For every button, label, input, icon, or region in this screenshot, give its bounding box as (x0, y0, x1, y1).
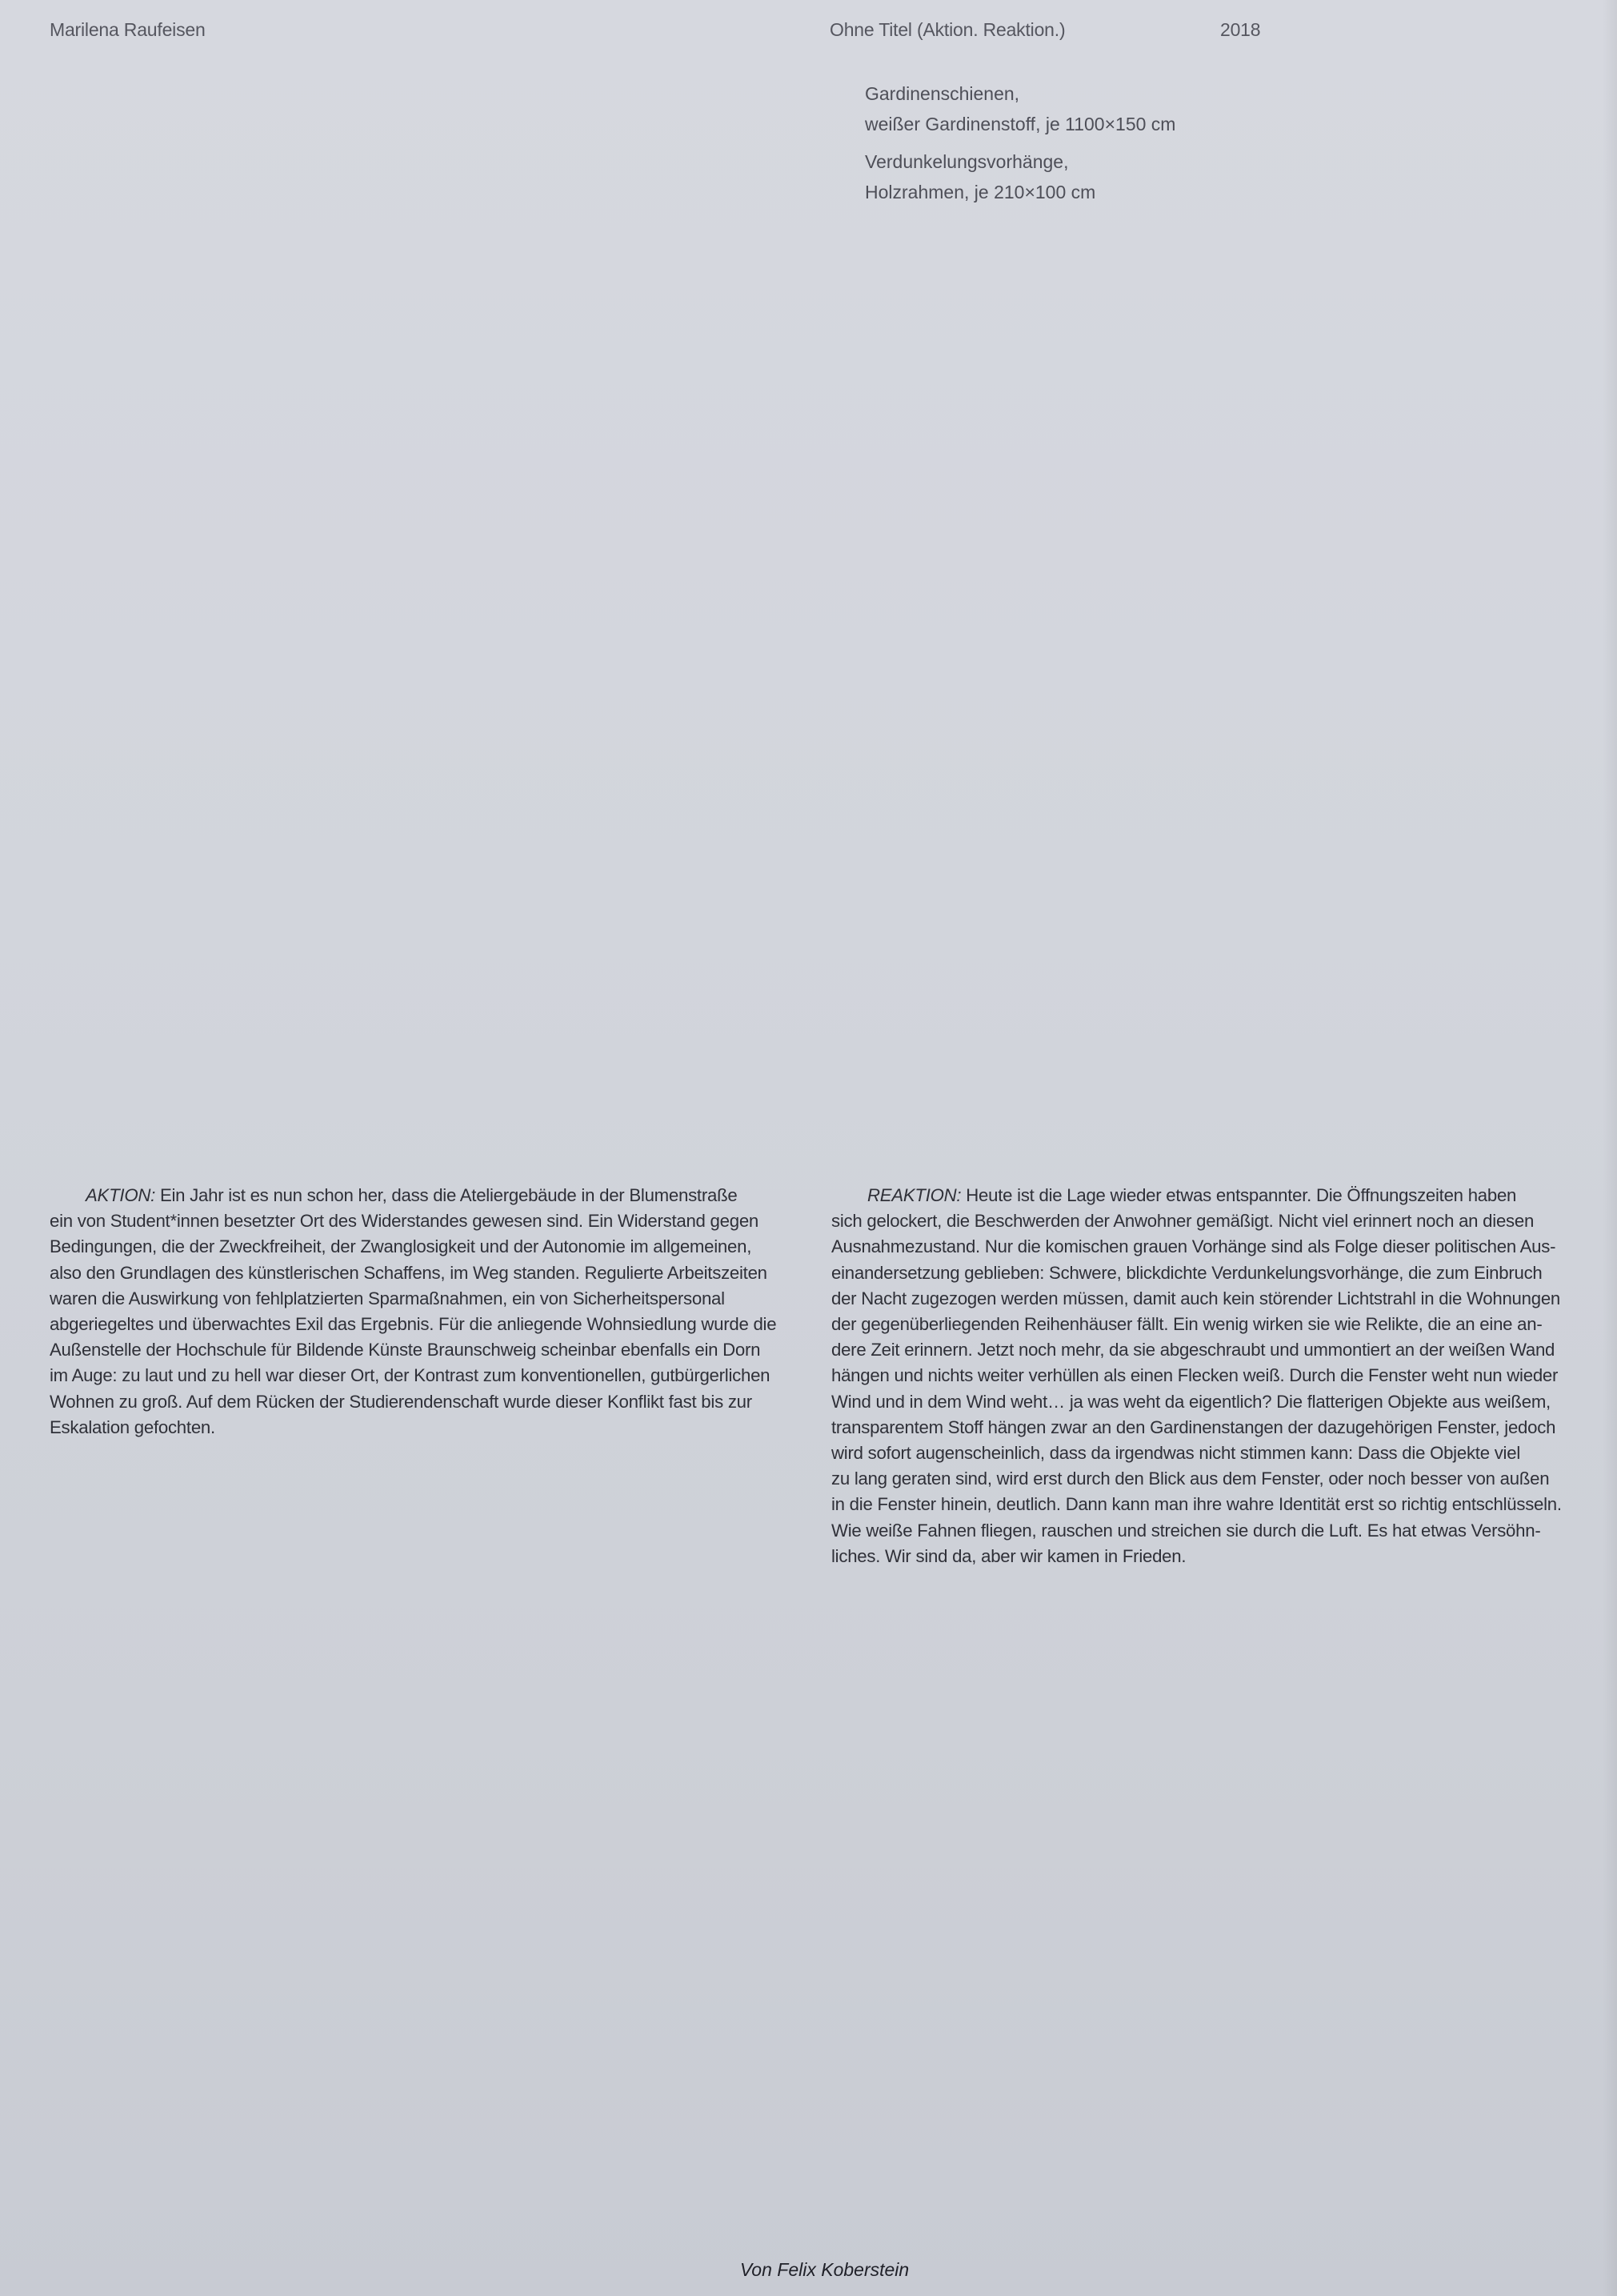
text-line: hängen und nichts weiter verhüllen als einen Flecken weiß. Durch die Fenster weht nun wieder (831, 1365, 1559, 1386)
text-line: transparentem Stoff hängen zwar an den Gardinenstangen der dazugehörigen Fenster, jedoch (831, 1416, 1556, 1437)
text-line: zu lang geraten sind, wird erst durch den Blick aus dem Fenster, oder noch besser von außen (831, 1469, 1550, 1489)
text-line: Wind und in dem Wind weht… ja was weht da eigentlich? Die flatterigen Objekte aus weißem, (831, 1391, 1551, 1412)
text-line: waren die Auswirkung von fehlplatzierten Sparmaßnahmen, ein von Sicherheitspersonal (50, 1288, 725, 1308)
text-line: liches. Wir sind da, aber wir kamen in Frieden. (831, 1545, 1187, 1566)
text-line: Wie weiße Fahnen fliegen, rauschen und streichen sie durch die Luft. Es hat etwas Versöhn- (831, 1520, 1541, 1541)
materials-line: Holzrahmen, je 210×100 cm (865, 182, 1096, 202)
text-line: Eskalation gefochten. (50, 1416, 215, 1437)
text-line: dere Zeit erinnern. Jetzt noch mehr, da sie abgeschraubt und ummontiert an der weißen Wand (831, 1340, 1555, 1360)
aktion-text (50, 1183, 810, 1441)
text-line-content: Ein Jahr ist es nun schon her, dass die Ateliergebäude in der Blumenstraße (159, 1185, 738, 1205)
text-line (50, 1183, 810, 1208)
materials-line: Verdunkelungsvorhänge, (865, 151, 1069, 172)
text-line: Außenstelle der Hochschule für Bildende Künste Braunschweig scheinbar ebenfalls ein Dorn (50, 1340, 761, 1360)
reaktion-keyword: REAKTION: (867, 1185, 962, 1205)
text-line: Wohnen zu groß. Auf dem Rücken der Studierendenschaft wurde dieser Konflikt fast bis zur (50, 1391, 752, 1412)
text-line: im Auge: zu laut und zu hell war dieser Ort, der Kontrast zum konventionellen, gutbürgerlichen (50, 1365, 770, 1386)
page-edge-shadow (1603, 0, 1617, 2296)
reaktion-text (831, 1183, 1591, 1569)
text-line: ein von Student*innen besetzter Ort des Widerstandes gewesen sind. Ein Widerstand gegen (50, 1211, 759, 1232)
text-line: der Nacht zugezogen werden müssen, damit auch kein störender Lichtstrahl in die Wohnungen (831, 1288, 1561, 1308)
text-line-content: Heute ist die Lage wieder etwas entspannter. Die Öffnungszeiten haben (966, 1185, 1517, 1205)
materials-line: Gardinenschienen, (865, 83, 1020, 104)
author-name: Marilena Raufeisen (50, 19, 206, 40)
text-line: der gegenüberliegenden Reihenhäuser fällt. Ein wenig wirken sie wie Relikte, die an eine an- (831, 1314, 1543, 1335)
text-line: in die Fenster hinein, deutlich. Dann kann man ihre wahre Identität erst so richtig entschlüsseln. (831, 1494, 1562, 1515)
text-line: also den Grundlagen des künstlerischen Schaffens, im Weg standen. Regulierte Arbeitszeiten (50, 1262, 767, 1283)
text-line: Bedingungen, die der Zweckfreiheit, der Zwanglosigkeit und der Autonomie im allgemeinen, (50, 1236, 752, 1257)
text-line: einandersetzung geblieben: Schwere, blickdichte Verdunkelungsvorhänge, die zum Einbruch (831, 1262, 1543, 1283)
text-line: abgeriegeltes und überwachtes Exil das Ergebnis. Für die anliegende Wohnsiedlung wurde die (50, 1314, 777, 1335)
work-year: 2018 (1220, 19, 1261, 40)
text-line: Ausnahmezustand. Nur die komischen grauen Vorhänge sind als Folge dieser politischen Aus- (831, 1236, 1556, 1257)
materials-list (865, 78, 1175, 214)
materials-curtains (865, 78, 1175, 139)
work-title: Ohne Titel (Aktion. Reaktion.) (830, 19, 1066, 40)
text-line: wird sofort augenscheinlich, dass da irgendwas nicht stimmen kann: Dass die Objekte viel (831, 1443, 1521, 1464)
author-credit: Von Felix Koberstein (739, 2259, 910, 2280)
materials-line: weißer Gardinenstoff, je 1100×150 cm (865, 114, 1176, 134)
text-line (831, 1183, 1591, 1208)
materials-blackout (865, 146, 1175, 207)
text-line: sich gelockert, die Beschwerden der Anwohner gemäßigt. Nicht viel erinnert noch an diesen (831, 1211, 1535, 1232)
aktion-keyword: AKTION: (86, 1185, 156, 1205)
